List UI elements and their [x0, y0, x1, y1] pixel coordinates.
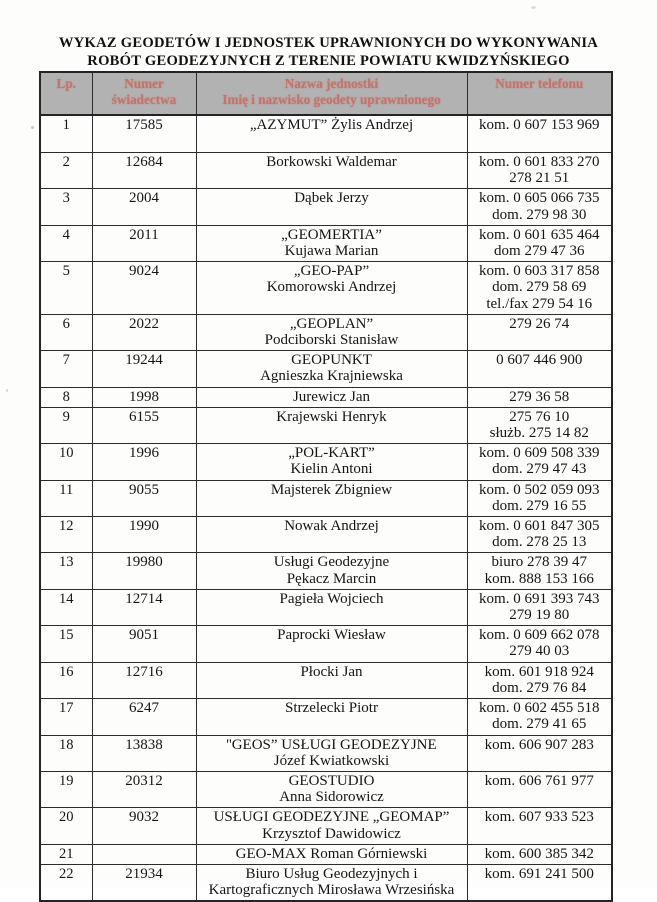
telefon-line: dom. 278 25 13 [492, 534, 587, 551]
nazwa-line: Biuro Usług Geodezyjnych i [245, 865, 418, 882]
nazwa-line: Pękacz Marcin [286, 570, 377, 587]
nazwa-line: Krzysztof Dawidowicz [262, 825, 401, 842]
table-row [40, 771, 612, 807]
telefon-line: 278 21 51 [509, 170, 570, 187]
nazwa-line: Majsterek Zbigniew [270, 481, 393, 498]
telefon-line: kom. 691 241 500 [484, 865, 594, 882]
telefon-line: kom. 0 601 635 464 [479, 226, 600, 243]
cell-nazwa-jednostki [196, 662, 467, 698]
cell-numer-telefonu [467, 589, 612, 625]
nazwa-line: Komorowski Andrzej [266, 279, 397, 296]
cell-nazwa-jednostki [196, 735, 467, 771]
table-body [40, 115, 612, 901]
cell-numer-telefonu [467, 662, 612, 698]
telefon-line: kom. 0 603 317 858 [479, 263, 600, 280]
cell-numer-telefonu [467, 735, 612, 771]
cell-nazwa-jednostki [196, 553, 467, 589]
telefon-line: kom. 0 609 662 078 [479, 627, 600, 644]
cell-numer-swiadectwa: 12716 [92, 662, 196, 698]
cell-numer-swiadectwa: 1990 [92, 517, 196, 553]
scan-artifact [531, 6, 536, 9]
cell-lp: 3 [40, 189, 92, 225]
cell-numer-swiadectwa: 2004 [92, 189, 196, 225]
table-row [40, 351, 612, 387]
cell-numer-swiadectwa: 6247 [92, 699, 196, 735]
cell-numer-telefonu [467, 844, 612, 864]
cell-numer-telefonu [467, 771, 612, 807]
cell-nazwa-jednostki [196, 808, 467, 844]
table-row [40, 864, 612, 901]
header-numer-line2: świadectwa [111, 91, 177, 107]
nazwa-line: Podciborski Stanisław [264, 332, 399, 349]
cell-lp: 17 [40, 699, 92, 735]
cell-numer-telefonu [467, 699, 612, 735]
table-row [40, 735, 612, 771]
cell-lp: 14 [40, 589, 92, 625]
telefon-line: tel./fax 279 54 16 [486, 295, 593, 312]
cell-nazwa-jednostki [196, 864, 467, 901]
nazwa-line: GEOSTUDIO [288, 772, 375, 789]
cell-lp: 19 [40, 771, 92, 807]
telefon-line: kom. 607 933 523 [484, 809, 594, 826]
nazwa-line: GEO-MAX Roman Górniewski [235, 845, 428, 862]
cell-nazwa-jednostki [196, 699, 467, 735]
nazwa-line: Borkowski Waldemar [266, 154, 397, 170]
cell-numer-telefonu [467, 153, 612, 189]
cell-nazwa-jednostki [196, 153, 467, 189]
cell-nazwa-jednostki [196, 626, 467, 662]
cell-numer-telefonu [467, 115, 612, 153]
table-row [40, 553, 612, 589]
header-nazwa-line2: Imię i nazwisko geodety uprawnionego [222, 91, 441, 107]
cell-nazwa-jednostki [196, 225, 467, 261]
cell-nazwa-jednostki [196, 771, 467, 807]
cell-numer-swiadectwa: 1996 [92, 444, 196, 480]
header-nazwa-jednostki [196, 72, 467, 115]
cell-numer-telefonu [467, 864, 612, 901]
nazwa-line: GEOPUNKT [291, 352, 372, 369]
telefon-line: kom. 0 601 847 305 [479, 518, 600, 535]
cell-nazwa-jednostki [196, 589, 467, 625]
cell-numer-swiadectwa: 12714 [92, 589, 196, 625]
cell-numer-swiadectwa: 20312 [92, 771, 196, 807]
telefon-line: 0 607 446 900 [496, 352, 583, 369]
telefon-line: 279 40 03 [509, 643, 570, 660]
cell-numer-telefonu [467, 553, 612, 589]
telefon-line: służb. 275 14 82 [489, 425, 589, 442]
nazwa-line: „GEO-PAP” [293, 263, 370, 280]
cell-nazwa-jednostki [196, 314, 467, 350]
cell-nazwa-jednostki [196, 262, 467, 315]
nazwa-line: Usługi Geodezyjne [273, 554, 390, 571]
nazwa-line: USŁUGI GEODEZYJNE „GEOMAP” [213, 809, 450, 826]
cell-numer-telefonu [467, 387, 612, 407]
telefon-line: kom. 0 691 393 743 [479, 590, 600, 607]
cell-numer-swiadectwa [92, 844, 196, 864]
cell-numer-telefonu [467, 314, 612, 350]
cell-lp: 22 [40, 864, 92, 901]
cell-lp: 8 [40, 387, 92, 407]
nazwa-line: „POL-KART” [288, 445, 375, 462]
telefon-line: dom 279 47 36 [494, 243, 585, 260]
cell-lp: 15 [40, 626, 92, 662]
cell-numer-telefonu [467, 480, 612, 516]
header-lp-label: Lp. [56, 76, 76, 91]
cell-numer-swiadectwa: 9055 [92, 480, 196, 516]
scan-artifact [31, 126, 34, 129]
table-row [40, 480, 612, 516]
nazwa-line: Płocki Jan [300, 663, 363, 680]
document-title [0, 0, 657, 70]
telefon-line: kom. 601 918 924 [484, 663, 594, 680]
cell-numer-swiadectwa: 2011 [92, 225, 196, 261]
cell-numer-swiadectwa: 9051 [92, 626, 196, 662]
cell-lp: 1 [40, 115, 92, 153]
cell-numer-telefonu [467, 351, 612, 387]
cell-numer-swiadectwa: 9032 [92, 808, 196, 844]
cell-numer-telefonu [467, 444, 612, 480]
cell-lp: 21 [40, 844, 92, 864]
cell-numer-telefonu [467, 262, 612, 315]
header-numer-telefonu [467, 72, 612, 115]
table-row [40, 699, 612, 735]
table-row [40, 662, 612, 698]
nazwa-line: Agnieszka Krajniewska [260, 368, 403, 385]
telefon-line: kom. 0 602 455 518 [479, 700, 600, 717]
table-row [40, 517, 612, 553]
header-numer-swiadectwa [92, 72, 196, 115]
cell-lp: 4 [40, 225, 92, 261]
cell-lp: 20 [40, 808, 92, 844]
telefon-line: dom. 279 98 30 [492, 206, 587, 223]
telefon-line: 279 36 58 [509, 388, 570, 405]
cell-nazwa-jednostki [196, 115, 467, 153]
table-row [40, 387, 612, 407]
cell-numer-swiadectwa: 12684 [92, 153, 196, 189]
cell-lp: 5 [40, 262, 92, 315]
telefon-line: dom. 279 41 65 [492, 716, 587, 733]
cell-numer-telefonu [467, 407, 612, 443]
nazwa-line: Dąbek Jerzy [294, 190, 369, 207]
cell-lp: 9 [40, 407, 92, 443]
telefon-line: kom. 606 761 977 [484, 772, 594, 789]
table-row [40, 314, 612, 350]
cell-nazwa-jednostki [196, 444, 467, 480]
cell-nazwa-jednostki [196, 407, 467, 443]
header-lp [40, 72, 92, 115]
telefon-line: 279 19 80 [509, 607, 570, 624]
nazwa-line: Strzelecki Piotr [285, 700, 378, 717]
cell-lp: 7 [40, 351, 92, 387]
telefon-line: dom. 279 58 69 [492, 279, 587, 296]
cell-nazwa-jednostki [196, 189, 467, 225]
telefon-line: kom. 0 609 508 339 [479, 445, 600, 462]
telefon-line: kom. 0 605 066 735 [479, 190, 600, 207]
table-header [40, 72, 612, 115]
cell-nazwa-jednostki [196, 351, 467, 387]
cell-nazwa-jednostki [196, 387, 467, 407]
nazwa-line: Anna Sidorowicz [279, 789, 384, 806]
scan-artifact [6, 389, 8, 392]
nazwa-line: „AZYMUT” Żylis Andrzej [249, 117, 414, 133]
nazwa-line: Pagieła Wojciech [279, 590, 384, 607]
nazwa-line: Kielin Antoni [290, 461, 373, 478]
telefon-line: kom. 600 385 342 [484, 845, 594, 862]
telefon-line: 279 26 74 [509, 315, 570, 332]
table-row [40, 589, 612, 625]
telefon-line: kom. 888 153 166 [484, 570, 594, 587]
cell-numer-swiadectwa: 17585 [92, 115, 196, 153]
header-nazwa-line1: Nazwa jednostki [284, 76, 379, 91]
nazwa-line: ''GEOS” USŁUGI GEODEZYJNE [226, 736, 437, 753]
nazwa-line: Krajewski Henryk [276, 408, 387, 425]
table-row [40, 189, 612, 225]
cell-lp: 10 [40, 444, 92, 480]
table-row [40, 115, 612, 153]
cell-numer-telefonu [467, 189, 612, 225]
cell-numer-telefonu [467, 225, 612, 261]
telefon-line: kom. 606 907 283 [484, 736, 594, 753]
nazwa-line: Paprocki Wiesław [277, 627, 386, 644]
cell-lp: 18 [40, 735, 92, 771]
cell-lp: 16 [40, 662, 92, 698]
table-row [40, 444, 612, 480]
cell-numer-telefonu [467, 517, 612, 553]
cell-numer-swiadectwa: 19244 [92, 351, 196, 387]
telefon-line: dom. 279 16 55 [492, 497, 587, 514]
telefon-line: dom. 279 76 84 [492, 679, 587, 696]
cell-numer-swiadectwa: 6155 [92, 407, 196, 443]
cell-nazwa-jednostki [196, 844, 467, 864]
nazwa-line: Kujawa Marian [284, 243, 379, 260]
table-row [40, 153, 612, 189]
nazwa-line: „GEOMERTIA” [281, 226, 382, 243]
table-row [40, 407, 612, 443]
cell-lp: 11 [40, 480, 92, 516]
telefon-line: kom. 0 607 153 969 [479, 117, 600, 133]
document-title-line2: ROBÓT GEODEZYJNYCH Z TERENIE POWIATU KWIDZYŃSKIEGO [87, 52, 570, 69]
telefon-line: biuro 278 39 47 [491, 554, 587, 571]
table-header-row [40, 72, 612, 115]
cell-lp: 12 [40, 517, 92, 553]
nazwa-line: Józef Kwiatkowski [273, 752, 390, 769]
cell-numer-telefonu [467, 626, 612, 662]
telefon-line: kom. 0 502 059 093 [479, 481, 600, 498]
nazwa-line: „GEOPLAN” [289, 315, 374, 332]
cell-numer-swiadectwa: 1998 [92, 387, 196, 407]
cell-numer-swiadectwa: 9024 [92, 262, 196, 315]
telefon-line: dom. 279 47 43 [492, 461, 587, 478]
header-telefon-label: Numer telefonu [495, 76, 584, 91]
nazwa-line: Kartograficznych Mirosława Wrzesińska [208, 882, 455, 899]
cell-nazwa-jednostki [196, 517, 467, 553]
table-row [40, 262, 612, 315]
cell-numer-swiadectwa: 21934 [92, 864, 196, 901]
cell-numer-swiadectwa: 19980 [92, 553, 196, 589]
cell-lp: 6 [40, 314, 92, 350]
table-row [40, 626, 612, 662]
document-title-line1: WYKAZ GEODETÓW I JEDNOSTEK UPRAWNIONYCH DO WYKONYWANIA [58, 35, 599, 51]
telefon-line: kom. 0 601 833 270 [479, 154, 600, 170]
table-row [40, 844, 612, 864]
nazwa-line: Jurewicz Jan [292, 388, 371, 405]
table-row [40, 808, 612, 844]
cell-numer-swiadectwa: 13838 [92, 735, 196, 771]
cell-lp: 13 [40, 553, 92, 589]
header-numer-line1: Numer [124, 76, 164, 91]
geodesists-table [39, 71, 613, 902]
cell-lp: 2 [40, 153, 92, 189]
nazwa-line: Nowak Andrzej [284, 518, 379, 535]
cell-numer-telefonu [467, 808, 612, 844]
telefon-line: 275 76 10 [509, 408, 570, 425]
cell-nazwa-jednostki [196, 480, 467, 516]
cell-numer-swiadectwa: 2022 [92, 314, 196, 350]
table-row [40, 225, 612, 261]
